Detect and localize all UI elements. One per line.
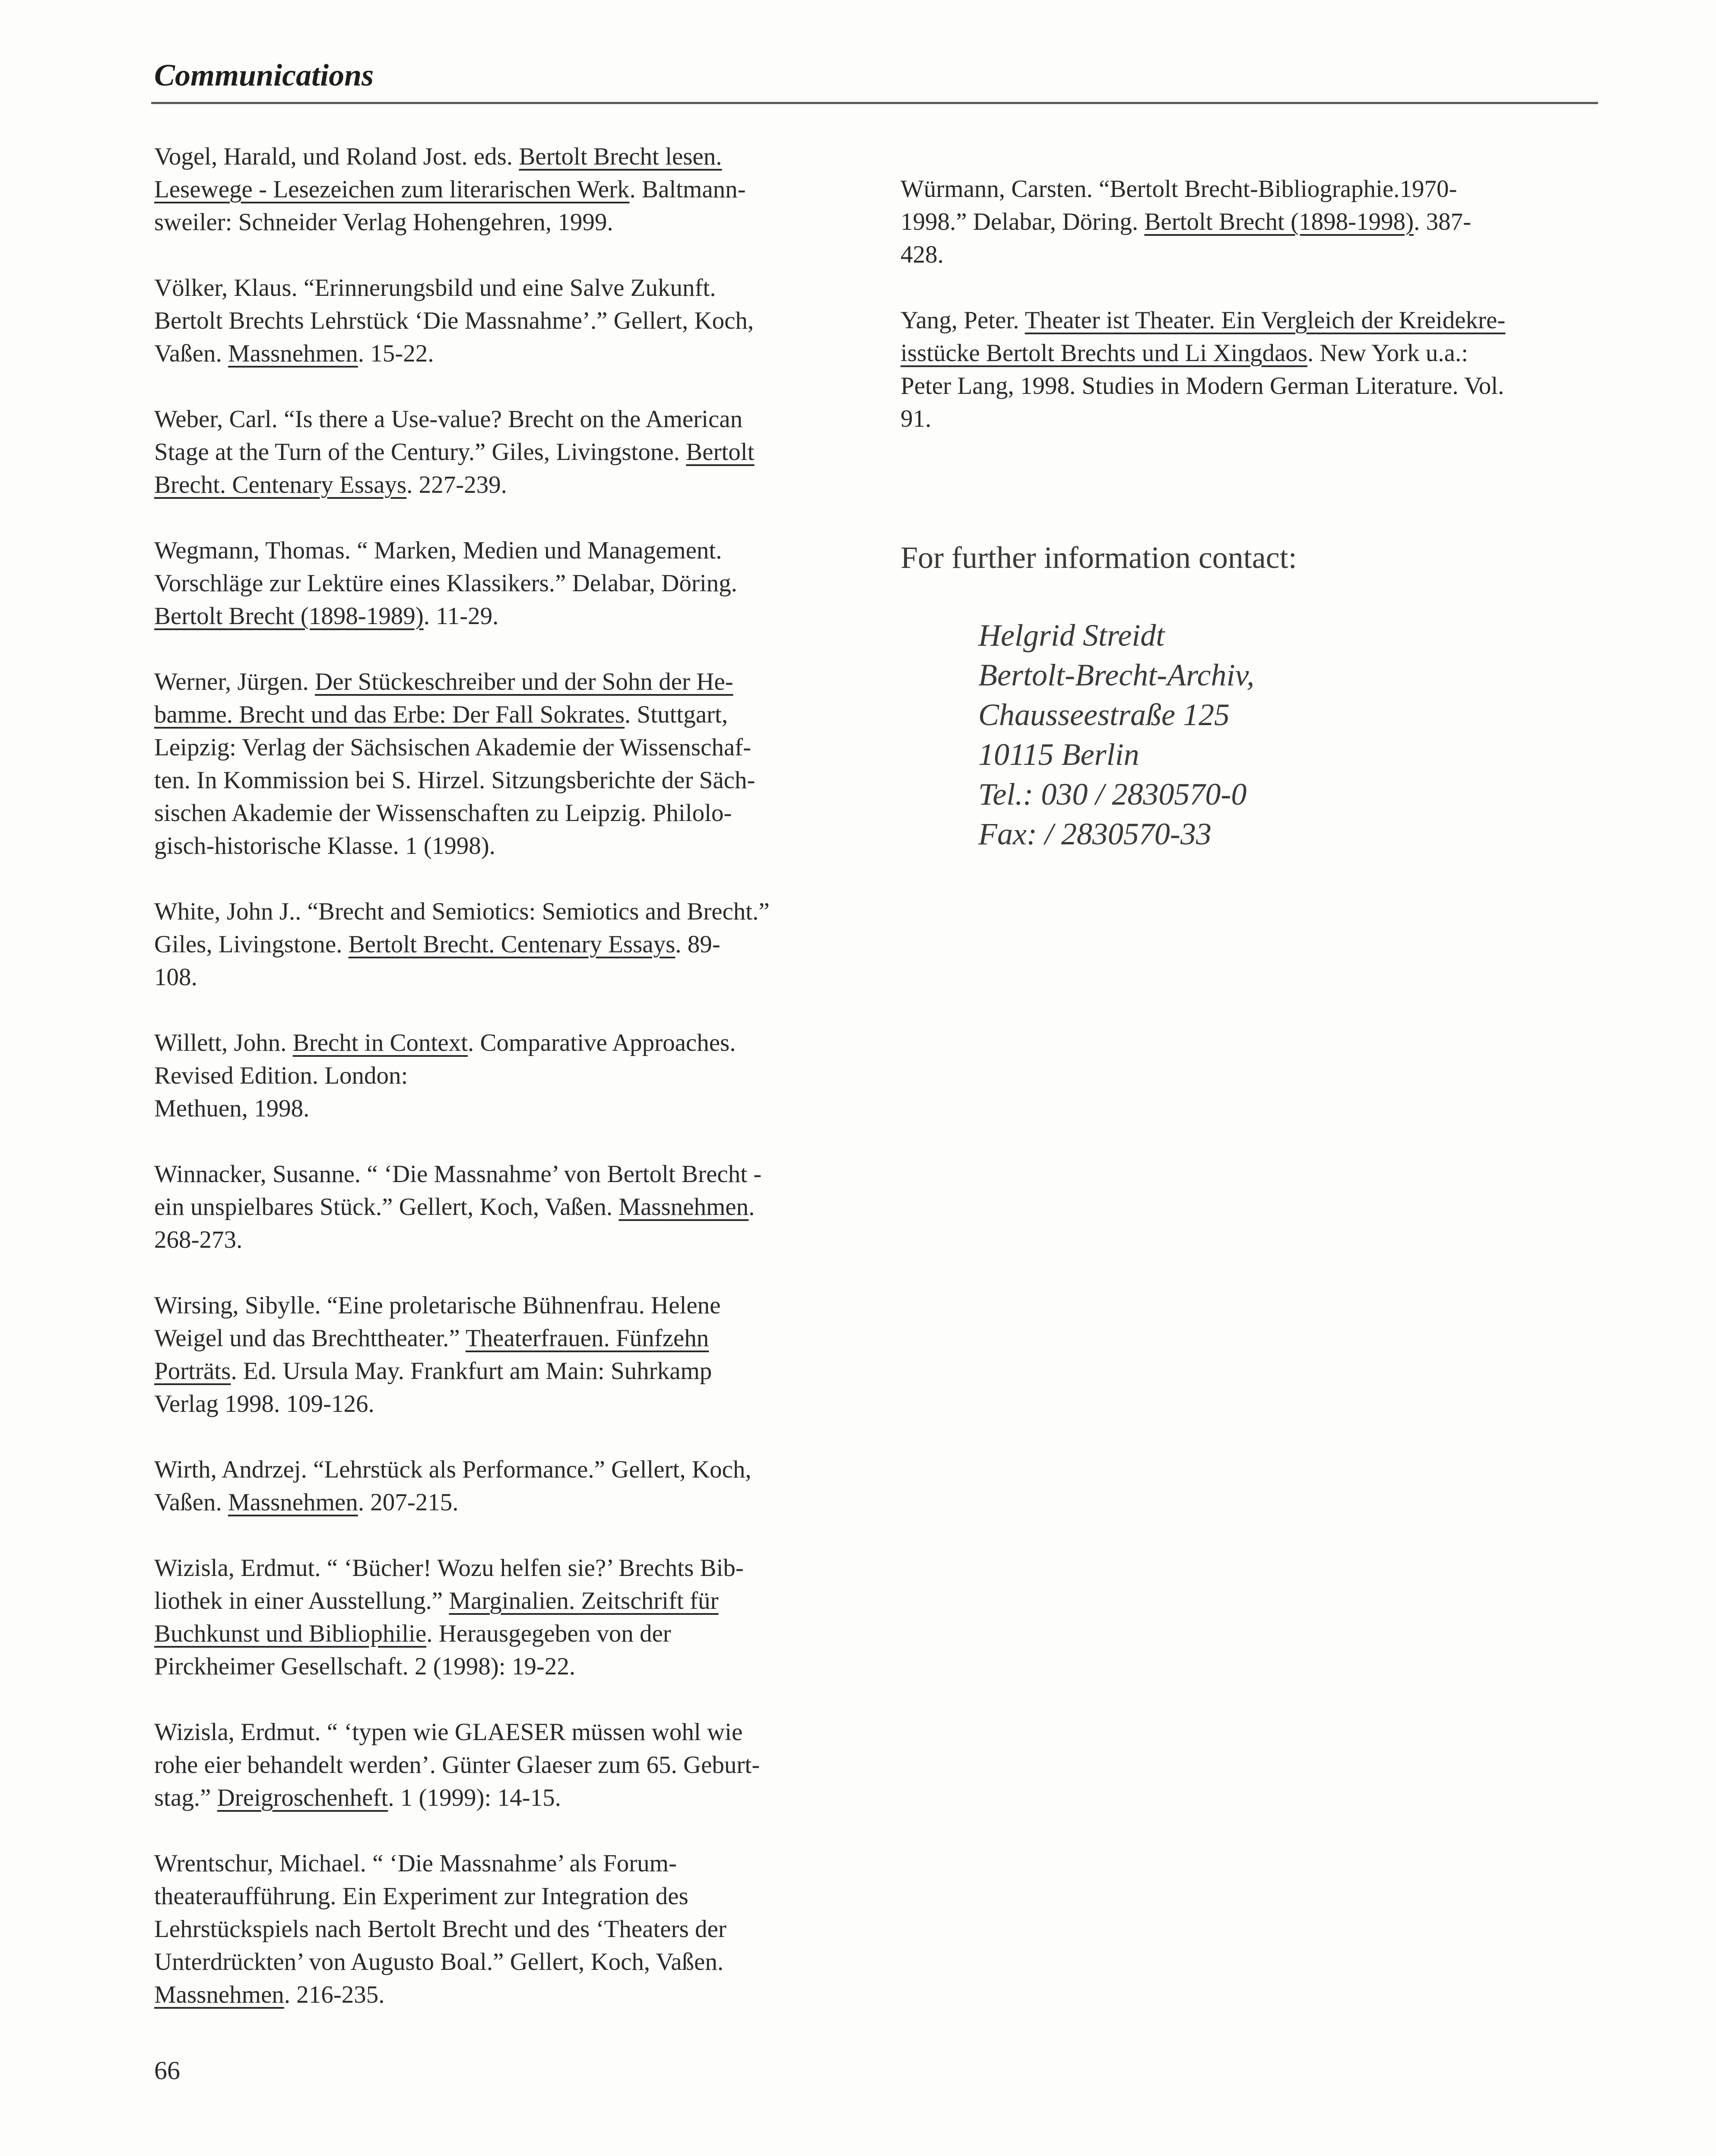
contact-city: 10115 Berlin <box>978 737 1139 772</box>
bibliography-entry <box>154 534 863 633</box>
contact-fax: Fax: / 2830570-33 <box>978 817 1212 851</box>
entry-text: . Comparative Approaches. Revised Edition. London: Methuen, 1998. <box>154 1029 736 1122</box>
entry-title-underlined: Massnehmen <box>228 340 358 367</box>
entry-text: Völker, Klaus. “Erinnerungsbild und eine Salve Zukunft. Bertolt Brechts Lehrstück ‘Die Massnahme’.” Gellert, Koch, Vaßen. <box>154 274 754 367</box>
entry-text: . 1 (1999): 14-15. <box>388 1784 561 1811</box>
entry-text: Winnacker, Susanne. “ ‘Die Massnahme’ von Bertolt Brecht - ein unspielbares Stück.” Gellert, Koch, Vaßen. <box>154 1160 762 1221</box>
entry-title-underlined: Theater ist Theater. Ein Vergleich der Kreidekre- isstücke Bertolt Brechts und Li Xingdaos <box>901 307 1506 367</box>
contact-institution: Bertolt-Brecht-Archiv, <box>978 658 1255 692</box>
entry-text: . Stuttgart, Leipzig: Verlag der Sächsischen Akademie der Wissenschaf- ten. In Kommission bei S. Hirzel. Sitzungsberichte der Säch- sischen Akademie der Wissenschaften zu Leipzig. Philolo- gisch-historische Klasse. 1 (1998). <box>154 701 755 859</box>
entry-text: . 216-235. <box>284 1981 385 2008</box>
entry-title-underlined: Bertolt Brecht lesen. Lesewege - Lesezeichen zum literarischen Werk <box>154 143 722 203</box>
bibliography-entry <box>154 1158 863 1256</box>
bibliography-entry <box>901 304 1600 435</box>
bibliography-left-column <box>154 140 863 2044</box>
entry-text: . Baltmann- sweiler: Schneider Verlag Hohengehren, 1999. <box>154 176 746 236</box>
entry-text: . 387- 428. <box>901 208 1472 268</box>
contact-address-block <box>978 615 1254 854</box>
entry-title-underlined: Bertolt Brecht (1898-1989) <box>154 602 424 630</box>
entry-title-underlined: Der Stückeschreiber und der Sohn der He- bamme. Brecht und das Erbe: Der Fall Sokrates <box>154 668 733 728</box>
entry-title-underlined: Massnehmen <box>154 1981 284 2008</box>
bibliography-entry <box>154 1716 863 1814</box>
bibliography-entry <box>154 140 863 239</box>
entry-text: . 227-239. <box>406 471 507 498</box>
entry-text: Yang, Peter. <box>901 307 1025 334</box>
entry-text: . New York u.a.: Peter Lang, 1998. Studies in Modern German Literature. Vol. 91. <box>901 339 1504 432</box>
running-header-title: Communications <box>154 58 374 92</box>
bibliography-entry <box>154 403 863 501</box>
contact-heading: For further information contact: <box>901 540 1297 575</box>
entry-title-underlined: Marginalien. Zeitschrift für Buchkunst und Bibliophilie <box>154 1587 719 1647</box>
entry-title-underlined: Massnehmen <box>228 1489 358 1516</box>
bibliography-entry <box>154 1027 863 1125</box>
bibliography-entry <box>154 1552 863 1683</box>
bibliography-entry <box>154 1453 863 1519</box>
entry-text: Wirth, Andrzej. “Lehrstück als Performance.” Gellert, Koch, Vaßen. <box>154 1456 752 1516</box>
entry-text: . 89- 108. <box>154 931 720 991</box>
bibliography-right-column <box>901 173 1600 468</box>
entry-text: Würmann, Carsten. “Bertolt Brecht-Bibliographie.1970- 1998.” Delabar, Döring. <box>901 175 1457 235</box>
entry-title-underlined: Theaterfrauen. Fünfzehn Porträts <box>154 1325 709 1385</box>
entry-text: . Ed. Ursula May. Frankfurt am Main: Suhrkamp Verlag 1998. 109-126. <box>154 1357 712 1417</box>
entry-text: . 15-22. <box>358 340 434 367</box>
entry-text: . 207-215. <box>358 1489 459 1516</box>
entry-text: Wegmann, Thomas. “ Marken, Medien und Management. Vorschläge zur Lektüre eines Klassikers.” Delabar, Döring. <box>154 537 737 597</box>
contact-street: Chausseestraße 125 <box>978 698 1230 732</box>
entry-text: Vogel, Harald, und Roland Jost. eds. <box>154 143 519 170</box>
entry-text: Weber, Carl. “Is there a Use-value? Brecht on the American Stage at the Turn of the Century.” Giles, Livingstone. <box>154 406 743 466</box>
bibliography-entry <box>154 895 863 994</box>
entry-text: . 268-273. <box>154 1193 755 1253</box>
entry-text: Werner, Jürgen. <box>154 668 315 695</box>
entry-title-underlined: Dreigroschenheft <box>217 1784 388 1811</box>
bibliography-entry <box>901 173 1600 271</box>
entry-title-underlined: Bertolt Brecht. Centenary Essays <box>154 438 755 498</box>
entry-title-underlined: Bertolt Brecht (1898-1998) <box>1144 208 1414 235</box>
entry-title-underlined: Bertolt Brecht. Centenary Essays <box>348 931 676 958</box>
entry-title-underlined: Brecht in Context <box>292 1029 468 1056</box>
entry-title-underlined: Massnehmen <box>619 1193 749 1221</box>
entry-text: Wizisla, Erdmut. “ ‘Bücher! Wozu helfen sie?’ Brechts Bib- liothek in einer Ausstellung.” <box>154 1554 744 1614</box>
contact-phone: Tel.: 030 / 2830570-0 <box>978 777 1247 812</box>
header-divider <box>151 102 1598 104</box>
entry-text: White, John J.. “Brecht and Semiotics: Semiotics and Brecht.” Giles, Livingstone. <box>154 898 770 958</box>
page-number: 66 <box>154 2056 180 2085</box>
bibliography-entry <box>154 1289 863 1420</box>
bibliography-entry <box>154 1847 863 2011</box>
bibliography-entry <box>154 272 863 370</box>
entry-text: Willett, John. <box>154 1029 293 1056</box>
contact-name: Helgrid Streidt <box>978 618 1165 653</box>
entry-text: Wirsing, Sibylle. “Eine proletarische Bühnenfrau. Helene Weigel und das Brechttheater.” <box>154 1292 721 1352</box>
bibliography-entry <box>154 666 863 862</box>
entry-text: Wrentschur, Michael. “ ‘Die Massnahme’ als Forum- theateraufführung. Ein Experiment zur Integration des Lehrstückspiels nach Bertolt Brecht und des ‘Theaters der Unterdrückten’ von Augusto Boal.” Gellert, Koch, Vaßen. <box>154 1850 726 1975</box>
entry-text: . 11-29. <box>423 602 499 630</box>
entry-text: . Herausgegeben von der Pirckheimer Gesellschaft. 2 (1998): 19-22. <box>154 1620 671 1680</box>
entry-text: Wizisla, Erdmut. “ ‘typen wie GLAESER müssen wohl wie rohe eier behandelt werden’. Günter Glaeser zum 65. Geburt- stag.” <box>154 1718 760 1811</box>
